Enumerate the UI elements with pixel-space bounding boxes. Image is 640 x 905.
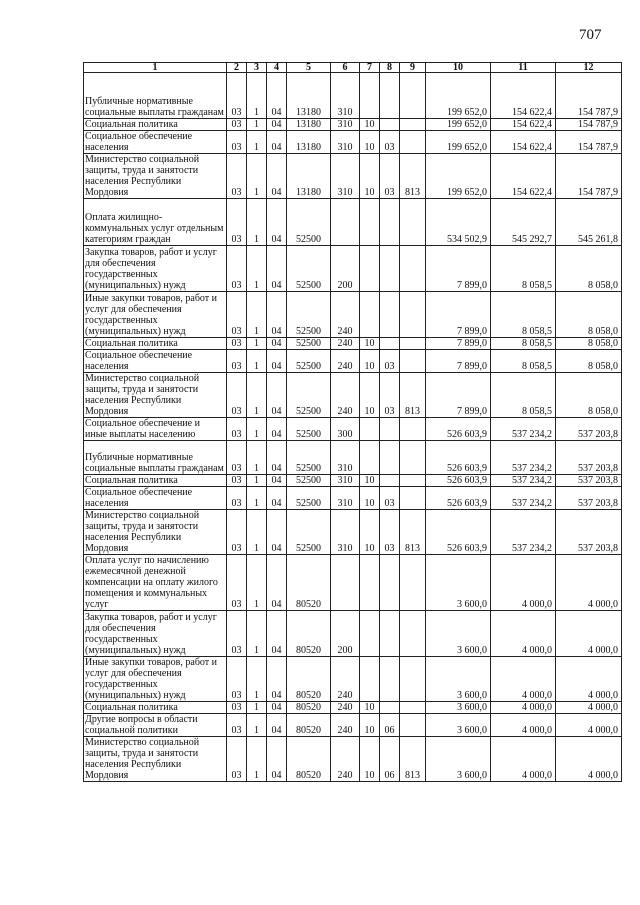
table-cell: 813 <box>400 737 426 782</box>
table-cell: 04 <box>267 611 287 657</box>
table-row <box>84 702 622 714</box>
table-cell: 03 <box>227 338 247 350</box>
row-label-cell: Министерство социальной защиты, труда и занятости населения Республики Мордовия <box>84 737 227 782</box>
table-cell <box>360 418 380 441</box>
table-cell: 310 <box>331 475 360 487</box>
table-cell: 545 292,7 <box>491 199 556 246</box>
table-cell: 03 <box>227 131 247 154</box>
table-cell: 04 <box>267 154 287 199</box>
table-cell: 8 058,5 <box>491 292 556 338</box>
table-cell <box>400 555 426 611</box>
table-cell: 1 <box>247 292 267 338</box>
row-label-cell: Закупка товаров, работ и услуг для обеспечения государственных (муниципальных) нужд <box>84 611 227 657</box>
table-cell: 3 600,0 <box>426 714 491 737</box>
table-cell <box>331 555 360 611</box>
table-row <box>84 510 622 555</box>
table-cell: 10 <box>360 350 380 373</box>
table-cell: 526 603,9 <box>426 487 491 510</box>
table-row <box>84 373 622 418</box>
table-cell: 52500 <box>287 441 331 475</box>
table-cell: 03 <box>227 611 247 657</box>
table-cell: 1 <box>247 487 267 510</box>
table-cell: 13180 <box>287 154 331 199</box>
table-cell: 03 <box>380 510 400 555</box>
table-cell: 4 000,0 <box>556 702 622 714</box>
table-cell: 3 600,0 <box>426 611 491 657</box>
table-cell: 10 <box>360 510 380 555</box>
table-cell: 04 <box>267 510 287 555</box>
table-cell: 537 234,2 <box>491 441 556 475</box>
table-row <box>84 657 622 702</box>
table-cell: 4 000,0 <box>556 555 622 611</box>
table-cell: 8 058,5 <box>491 350 556 373</box>
table-cell: 200 <box>331 611 360 657</box>
table-cell: 80520 <box>287 657 331 702</box>
table-cell: 03 <box>380 131 400 154</box>
table-cell <box>380 657 400 702</box>
table-cell: 240 <box>331 350 360 373</box>
row-label-cell: Социальное обеспечение населения <box>84 131 227 154</box>
table-row <box>84 131 622 154</box>
table-cell: 4 000,0 <box>491 714 556 737</box>
column-header: 1 <box>84 63 227 73</box>
table-cell: 8 058,0 <box>556 246 622 292</box>
column-header: 6 <box>331 63 360 73</box>
table-row <box>84 350 622 373</box>
table-cell <box>380 555 400 611</box>
table-cell <box>360 441 380 475</box>
column-header: 7 <box>360 63 380 73</box>
row-label-cell: Иные закупки товаров, работ и услуг для обеспечения государственных (муниципальных) нужд <box>84 657 227 702</box>
table-cell: 10 <box>360 373 380 418</box>
table-row <box>84 154 622 199</box>
table-cell: 4 000,0 <box>556 657 622 702</box>
table-cell: 80520 <box>287 611 331 657</box>
table-row <box>84 555 622 611</box>
budget-table <box>83 62 622 782</box>
table-cell: 04 <box>267 338 287 350</box>
table-cell: 8 058,0 <box>556 373 622 418</box>
table-cell: 8 058,0 <box>556 338 622 350</box>
table-cell: 4 000,0 <box>491 737 556 782</box>
table-cell: 8 058,5 <box>491 246 556 292</box>
column-header: 4 <box>267 63 287 73</box>
table-cell <box>380 199 400 246</box>
table-cell: 154 622,4 <box>491 73 556 119</box>
table-cell: 10 <box>360 475 380 487</box>
table-cell: 52500 <box>287 338 331 350</box>
table-cell: 154 622,4 <box>491 119 556 131</box>
table-cell: 537 203,8 <box>556 487 622 510</box>
table-cell: 1 <box>247 73 267 119</box>
table-cell: 310 <box>331 510 360 555</box>
row-label-cell: Социальная политика <box>84 702 227 714</box>
table-cell <box>360 246 380 292</box>
row-label-cell: Публичные нормативные социальные выплаты гражданам <box>84 73 227 119</box>
table-cell: 4 000,0 <box>556 611 622 657</box>
table-cell: 04 <box>267 475 287 487</box>
table-cell: 03 <box>227 657 247 702</box>
table-row <box>84 418 622 441</box>
table-cell: 310 <box>331 131 360 154</box>
table-cell: 1 <box>247 657 267 702</box>
table-cell: 52500 <box>287 487 331 510</box>
column-header: 11 <box>491 63 556 73</box>
table-cell: 7 899,0 <box>426 292 491 338</box>
column-header: 9 <box>400 63 426 73</box>
column-header: 2 <box>227 63 247 73</box>
table-cell: 04 <box>267 737 287 782</box>
table-cell <box>400 246 426 292</box>
table-cell: 03 <box>227 154 247 199</box>
table-cell: 04 <box>267 131 287 154</box>
table-cell: 199 652,0 <box>426 154 491 199</box>
table-cell <box>400 714 426 737</box>
table-cell: 199 652,0 <box>426 73 491 119</box>
table-row <box>84 441 622 475</box>
table-cell <box>400 611 426 657</box>
column-header: 10 <box>426 63 491 73</box>
column-header: 3 <box>247 63 267 73</box>
table-cell: 3 600,0 <box>426 657 491 702</box>
table-cell: 03 <box>227 441 247 475</box>
table-cell: 1 <box>247 475 267 487</box>
table-cell: 1 <box>247 119 267 131</box>
table-cell: 04 <box>267 555 287 611</box>
table-cell: 03 <box>227 373 247 418</box>
table-cell: 8 058,5 <box>491 373 556 418</box>
table-cell: 1 <box>247 338 267 350</box>
table-cell: 310 <box>331 487 360 510</box>
table-cell: 03 <box>227 119 247 131</box>
table-cell: 13180 <box>287 119 331 131</box>
table-cell: 7 899,0 <box>426 350 491 373</box>
table-cell: 310 <box>331 119 360 131</box>
table-cell: 537 234,2 <box>491 475 556 487</box>
table-cell <box>380 338 400 350</box>
table-cell: 04 <box>267 73 287 119</box>
table-cell: 240 <box>331 657 360 702</box>
table-cell: 154 787,9 <box>556 73 622 119</box>
row-label-cell: Социальное обеспечение населения <box>84 487 227 510</box>
table-cell: 06 <box>380 714 400 737</box>
table-cell: 4 000,0 <box>556 714 622 737</box>
table-row <box>84 199 622 246</box>
table-cell: 52500 <box>287 510 331 555</box>
row-label-cell: Министерство социальной защиты, труда и занятости населения Республики Мордовия <box>84 154 227 199</box>
table-cell: 537 203,8 <box>556 418 622 441</box>
table-cell: 3 600,0 <box>426 555 491 611</box>
table-cell: 1 <box>247 510 267 555</box>
row-label-cell: Социальное обеспечение населения <box>84 350 227 373</box>
table-cell <box>380 119 400 131</box>
table-cell <box>400 702 426 714</box>
table-cell <box>380 441 400 475</box>
table-cell: 03 <box>227 714 247 737</box>
table-cell: 52500 <box>287 475 331 487</box>
table-row <box>84 119 622 131</box>
table-cell <box>360 199 380 246</box>
table-cell: 03 <box>227 487 247 510</box>
table-cell: 03 <box>227 73 247 119</box>
table-cell: 03 <box>380 350 400 373</box>
table-cell: 240 <box>331 373 360 418</box>
table-cell: 537 203,8 <box>556 510 622 555</box>
table-cell: 03 <box>227 350 247 373</box>
table-cell <box>400 475 426 487</box>
table-cell <box>380 475 400 487</box>
table-cell: 03 <box>227 199 247 246</box>
table-cell: 537 234,2 <box>491 418 556 441</box>
table-cell <box>360 73 380 119</box>
table-cell <box>331 199 360 246</box>
table-cell: 80520 <box>287 714 331 737</box>
row-label-cell: Закупка товаров, работ и услуг для обеспечения государственных (муниципальных) нужд <box>84 246 227 292</box>
table-cell: 04 <box>267 119 287 131</box>
table-cell: 04 <box>267 350 287 373</box>
table-cell: 03 <box>227 418 247 441</box>
table-row <box>84 475 622 487</box>
table-cell: 4 000,0 <box>491 555 556 611</box>
table-cell <box>360 657 380 702</box>
row-label-cell: Оплата услуг по начислению ежемесячной денежной компенсации на оплату жилого помещения и коммунальных услуг <box>84 555 227 611</box>
table-row <box>84 246 622 292</box>
table-row <box>84 487 622 510</box>
table-cell: 1 <box>247 131 267 154</box>
table-cell: 154 787,9 <box>556 131 622 154</box>
table-cell: 199 652,0 <box>426 131 491 154</box>
table-cell: 1 <box>247 441 267 475</box>
table-cell: 8 058,0 <box>556 350 622 373</box>
table-cell: 03 <box>227 292 247 338</box>
table-cell: 52500 <box>287 373 331 418</box>
table-cell <box>360 555 380 611</box>
table-cell: 1 <box>247 246 267 292</box>
table-cell: 310 <box>331 73 360 119</box>
table-cell: 04 <box>267 373 287 418</box>
table-cell: 04 <box>267 199 287 246</box>
table-cell: 52500 <box>287 199 331 246</box>
table-cell <box>380 73 400 119</box>
table-cell <box>380 246 400 292</box>
table-cell <box>400 657 426 702</box>
column-header: 12 <box>556 63 622 73</box>
row-label-cell: Публичные нормативные социальные выплаты гражданам <box>84 441 227 475</box>
table-cell: 03 <box>227 555 247 611</box>
table-cell: 04 <box>267 292 287 338</box>
table-cell: 545 261,8 <box>556 199 622 246</box>
table-cell <box>400 131 426 154</box>
table-cell: 52500 <box>287 246 331 292</box>
table-cell <box>400 73 426 119</box>
table-header-row <box>84 63 622 73</box>
table-row <box>84 737 622 782</box>
table-cell: 537 203,8 <box>556 475 622 487</box>
table-cell: 240 <box>331 737 360 782</box>
table-cell: 1 <box>247 702 267 714</box>
table-cell: 8 058,5 <box>491 338 556 350</box>
table-cell: 813 <box>400 510 426 555</box>
table-cell <box>380 292 400 338</box>
table-cell: 80520 <box>287 555 331 611</box>
table-cell: 310 <box>331 441 360 475</box>
table-cell: 1 <box>247 555 267 611</box>
table-cell <box>380 611 400 657</box>
table-cell: 04 <box>267 441 287 475</box>
table-cell: 4 000,0 <box>491 657 556 702</box>
table-cell: 52500 <box>287 292 331 338</box>
table-cell: 240 <box>331 714 360 737</box>
table-cell: 03 <box>227 702 247 714</box>
table-cell: 03 <box>227 475 247 487</box>
table-cell: 10 <box>360 338 380 350</box>
table-cell: 04 <box>267 702 287 714</box>
table-cell: 1 <box>247 199 267 246</box>
table-cell: 1 <box>247 714 267 737</box>
table-cell <box>360 611 380 657</box>
table-row <box>84 292 622 338</box>
table-cell: 10 <box>360 702 380 714</box>
table-cell: 10 <box>360 119 380 131</box>
row-label-cell: Социальная политика <box>84 475 227 487</box>
table-cell: 04 <box>267 657 287 702</box>
table-cell: 1 <box>247 611 267 657</box>
table-cell: 04 <box>267 246 287 292</box>
table-cell: 4 000,0 <box>556 737 622 782</box>
table-cell: 310 <box>331 154 360 199</box>
table-cell: 3 600,0 <box>426 702 491 714</box>
table-cell <box>400 119 426 131</box>
table-cell <box>400 418 426 441</box>
table-cell: 1 <box>247 418 267 441</box>
table-row <box>84 611 622 657</box>
table-cell: 4 000,0 <box>491 702 556 714</box>
table-cell: 04 <box>267 487 287 510</box>
column-header: 5 <box>287 63 331 73</box>
table-cell: 300 <box>331 418 360 441</box>
table-cell: 154 622,4 <box>491 154 556 199</box>
table-cell: 03 <box>227 246 247 292</box>
row-label-cell: Оплата жилищно-коммунальных услуг отдельным категориям граждан <box>84 199 227 246</box>
row-label-cell: Социальная политика <box>84 338 227 350</box>
table-cell: 4 000,0 <box>491 611 556 657</box>
table-cell: 154 787,9 <box>556 119 622 131</box>
table-cell: 52500 <box>287 418 331 441</box>
table-cell: 04 <box>267 714 287 737</box>
table-cell: 03 <box>380 487 400 510</box>
table-cell: 10 <box>360 487 380 510</box>
table-cell: 813 <box>400 373 426 418</box>
table-cell: 537 234,2 <box>491 510 556 555</box>
table-cell: 10 <box>360 737 380 782</box>
table-row <box>84 338 622 350</box>
table-cell: 06 <box>380 737 400 782</box>
table-cell: 80520 <box>287 702 331 714</box>
table-cell: 526 603,9 <box>426 418 491 441</box>
table-cell: 240 <box>331 702 360 714</box>
row-label-cell: Социальная политика <box>84 119 227 131</box>
table-cell: 13180 <box>287 73 331 119</box>
table-cell <box>400 441 426 475</box>
table-cell: 240 <box>331 338 360 350</box>
table-cell: 7 899,0 <box>426 246 491 292</box>
column-header: 8 <box>380 63 400 73</box>
table-cell: 1 <box>247 737 267 782</box>
table-cell <box>400 292 426 338</box>
table-cell: 537 234,2 <box>491 487 556 510</box>
table-cell: 154 787,9 <box>556 154 622 199</box>
table-cell: 526 603,9 <box>426 441 491 475</box>
table-body <box>84 73 622 782</box>
table-cell: 1 <box>247 373 267 418</box>
table-cell: 526 603,9 <box>426 475 491 487</box>
row-label-cell: Министерство социальной защиты, труда и занятости населения Республики Мордовия <box>84 373 227 418</box>
table-cell: 154 622,4 <box>491 131 556 154</box>
row-label-cell: Другие вопросы в области социальной политики <box>84 714 227 737</box>
table-cell: 537 203,8 <box>556 441 622 475</box>
table-cell: 200 <box>331 246 360 292</box>
table-cell <box>400 350 426 373</box>
row-label-cell: Министерство социальной защиты, труда и занятости населения Республики Мордовия <box>84 510 227 555</box>
table-cell: 526 603,9 <box>426 510 491 555</box>
table-cell: 10 <box>360 154 380 199</box>
table-cell: 04 <box>267 418 287 441</box>
table-cell: 240 <box>331 292 360 338</box>
table-cell <box>400 487 426 510</box>
table-cell: 7 899,0 <box>426 338 491 350</box>
table-row <box>84 73 622 119</box>
table-cell: 80520 <box>287 737 331 782</box>
table-cell <box>400 338 426 350</box>
table-cell: 10 <box>360 131 380 154</box>
page-number: 707 <box>579 27 602 43</box>
table-cell: 7 899,0 <box>426 373 491 418</box>
table-cell <box>380 702 400 714</box>
table-cell: 03 <box>227 737 247 782</box>
table-cell <box>380 418 400 441</box>
table-cell: 8 058,0 <box>556 292 622 338</box>
table-cell: 534 502,9 <box>426 199 491 246</box>
table-cell: 1 <box>247 350 267 373</box>
table-cell: 10 <box>360 714 380 737</box>
row-label-cell: Иные закупки товаров, работ и услуг для обеспечения государственных (муниципальных) нужд <box>84 292 227 338</box>
table-cell: 52500 <box>287 350 331 373</box>
table-cell: 03 <box>380 154 400 199</box>
table-cell: 3 600,0 <box>426 737 491 782</box>
table-cell: 13180 <box>287 131 331 154</box>
table-cell: 03 <box>380 373 400 418</box>
row-label-cell: Социальное обеспечение и иные выплаты населению <box>84 418 227 441</box>
table-cell <box>360 292 380 338</box>
table-cell: 199 652,0 <box>426 119 491 131</box>
table-cell: 03 <box>227 510 247 555</box>
table-row <box>84 714 622 737</box>
table-cell: 813 <box>400 154 426 199</box>
table-cell: 1 <box>247 154 267 199</box>
table-cell <box>400 199 426 246</box>
